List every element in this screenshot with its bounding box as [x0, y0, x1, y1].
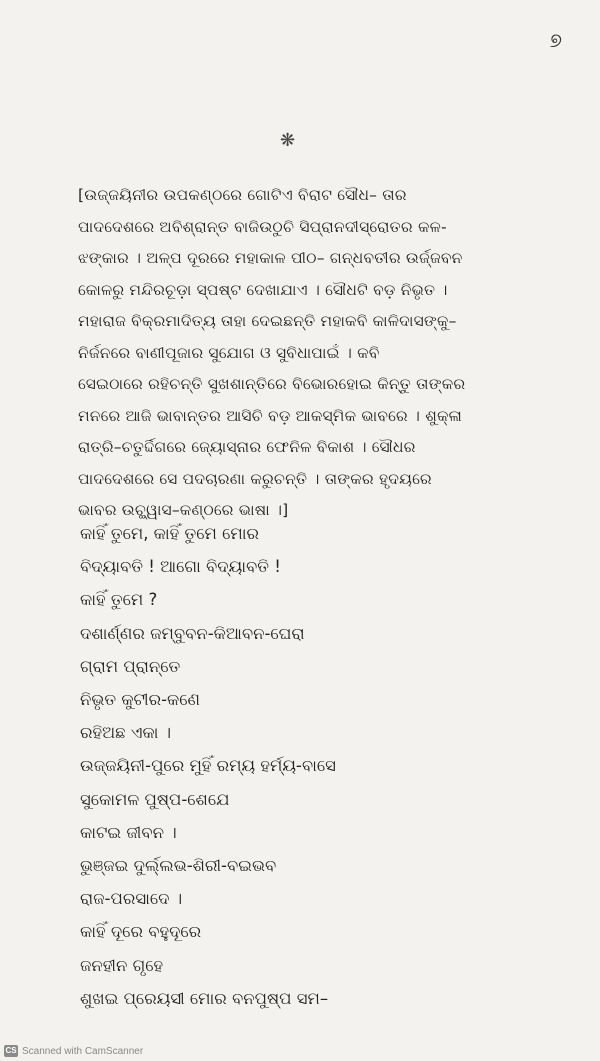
- verse-line: ସୁକୋମଳ ପୁଷ୍ପ-ଶେଯେ: [80, 789, 230, 809]
- verse-line: ବିଦ୍ୟାବତି ! ଆଗୋ ବିଦ୍ୟାବତି !: [80, 557, 281, 577]
- prose-line: ପାଦଦେଶରେ ଅବିଶ୍ରାନ୍ତ ବାଜିଉଠୁଚି ସିପ୍ରାନଦୀସ୍ରୋତର କଳ-: [78, 217, 447, 236]
- watermark-text: Scanned with CamScanner: [22, 1045, 144, 1057]
- prose-line: ମନରେ ଆଜି ଭାବାନ୍ତର ଆସିଚି ବଡ଼ ଆକସ୍ମିକ ଭାବରେ । ଶୁକ୍ଳା: [78, 406, 462, 425]
- page-number: ୭: [549, 28, 562, 52]
- verse-line: ଗ୍ରାମ ପ୍ରାନ୍ତେ: [80, 656, 181, 676]
- prose-line: ଭାବର ଉଚ୍ଛ୍ୱାସ–କଣ୍ଠରେ ଭାଷା ।]: [78, 501, 289, 519]
- scanner-watermark: [4, 1045, 143, 1057]
- camscanner-logo-icon: CS: [5, 1046, 17, 1055]
- verse-line: ଭୁଞ୍ଜଇ ଦୁର୍ଲ୍ଲଭ-ଶିରୀ-ବଇଭବ: [80, 856, 277, 876]
- verse-line: କାଟଇ ଜୀବନ ।: [80, 822, 177, 842]
- verse-line: ଜନହୀନ ଗୃହେ: [80, 955, 164, 975]
- ornament-icon: ❋: [280, 130, 296, 151]
- verse-line: କାହିଁ ତୁମେ, କାହିଁ ତୁମେ ମୋର: [80, 524, 259, 543]
- prose-line: ମହାରାଜ ବିକ୍ରମାଦିତ୍ୟ ତାହା ଦେଇଛନ୍ତି ମହାକବି କାଳିଦାସଙ୍କୁ–: [78, 312, 457, 330]
- verse-line: ଶୁଖଇ ପ୍ରେୟସୀ ମୋର ବନପୁଷ୍ପ ସମ–: [80, 988, 329, 1008]
- prose-line: [ଉଜ୍ଜୟିନୀର ଉପକଣ୍ଠରେ ଗୋଟିଏ ବିରାଟ ସୌଧ– ତାର: [78, 186, 407, 204]
- prose-line: ରାତ୍ରି–ଚତୁର୍ଦ୍ଦିଗରେ ଜ୍ୟୋସ୍ନାର ଫେନିଳ ବିକାଶ । ସୌଧର: [78, 438, 416, 456]
- verse-line: କାହିଁ ଦୂରେ ବହୁଦୂରେ: [80, 922, 202, 942]
- verse-line: କାହିଁ ତୁମେ ?: [80, 590, 158, 610]
- poem-verse: [80, 517, 560, 1015]
- prose-line: ଝଙ୍କାର । ଅଳ୍ପ ଦୂରରେ ମହାକାଳ ପୀଠ– ଗନ୍ଧବତୀର ଉର୍ଜ୍ଜବନ: [78, 249, 463, 267]
- verse-line: ଦଶାର୍ଣ୍ଣର ଜମ୍ବୁବନ-କିଆବନ-ଘେରା: [80, 623, 305, 643]
- prose-line: କୋଳରୁ ମନ୍ଦିରଚୂଡ଼ା ସ୍ପଷ୍ଟ ଦେଖାଯାଏ । ସୌଧଟି ବଡ଼ ନିଭୃତ ।: [78, 280, 448, 299]
- verse-line: ନିଭୃତ କୁଟୀର-କଣେ: [80, 690, 200, 710]
- verse-line: ଉଜ୍ଜୟିନୀ-ପୁରେ ମୁହିଁ ରମ୍ୟ ହର୍ମ୍ୟ-ବାସେ: [80, 756, 336, 776]
- prose-line: ସେଇଠାରେ ରହିଚନ୍ତି ସୁଖଶାନ୍ତିରେ ବିଭୋରହୋଇ କିନ୍ତୁ ତାଙ୍କର: [78, 375, 466, 393]
- verse-line: ରହିଅଛ ଏକା ।: [80, 723, 172, 743]
- verse-line: ରାଜ-ପରସାଦେ ।: [80, 889, 183, 909]
- prose-line: ପାଦଦେଶରେ ସେ ପଦଚାରଣା କରୁଚନ୍ତି । ତାଙ୍କର ହୃଦୟରେ: [78, 469, 432, 488]
- prose-line: ନିର୍ଜନରେ ବାଣୀପୂଜାର ସୁଯୋଗ ଓ ସୁବିଧାପାଇଁ । କବି: [78, 343, 380, 362]
- stage-direction-paragraph: [78, 180, 518, 527]
